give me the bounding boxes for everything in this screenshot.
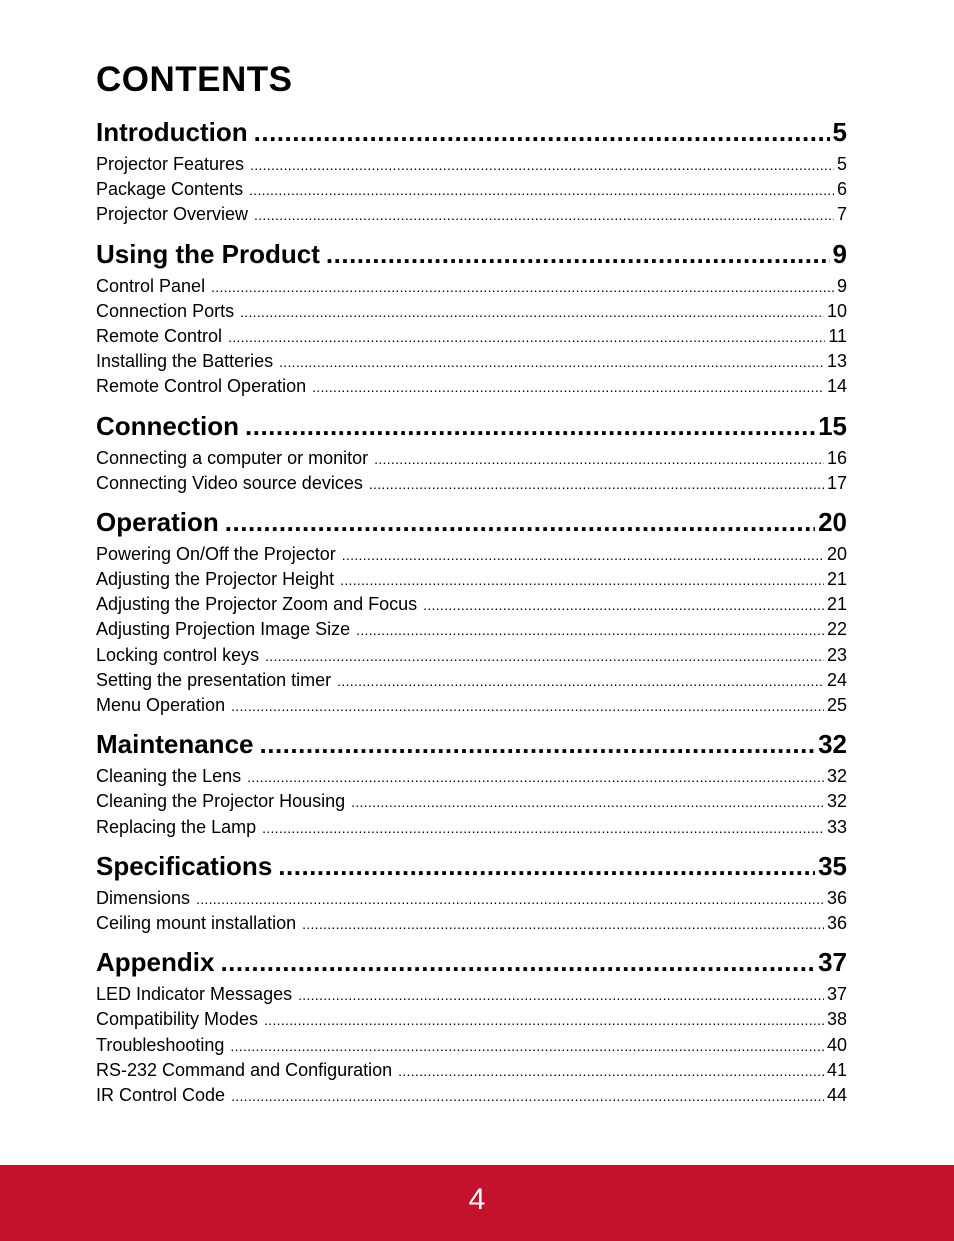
entry-title: Dimensions xyxy=(96,887,191,908)
dot-leader xyxy=(231,694,824,719)
entry-page-number: 21 xyxy=(826,569,847,590)
toc-entry[interactable] xyxy=(96,592,847,617)
page-number: 4 xyxy=(468,1183,486,1216)
toc-section-heading[interactable] xyxy=(96,846,847,886)
dot-leader xyxy=(356,618,824,643)
entry-page-number: 17 xyxy=(826,472,847,493)
entry-title: Connecting a computer or monitor xyxy=(96,447,369,468)
entry-title: Menu Operation xyxy=(96,695,226,715)
toc-entry[interactable] xyxy=(96,202,847,227)
dot-leader xyxy=(230,1034,824,1059)
toc-entry[interactable] xyxy=(96,349,847,374)
entry-title: Connecting Video source devices xyxy=(96,472,363,493)
dot-leader xyxy=(398,1059,824,1084)
entry-title: Control Panel xyxy=(96,275,206,296)
dot-leader xyxy=(278,846,815,886)
toc-entry[interactable] xyxy=(96,911,847,936)
entry-title: Adjusting the Projector Zoom and Focus xyxy=(96,594,418,615)
section-title: Appendix xyxy=(96,947,215,978)
dot-leader xyxy=(262,816,824,841)
toc-entry[interactable] xyxy=(96,274,847,299)
dot-leader xyxy=(247,765,824,790)
section-page-number: 9 xyxy=(832,238,847,269)
entry-title: Setting the presentation timer xyxy=(96,669,332,690)
dot-leader xyxy=(264,1008,824,1033)
toc-entry[interactable] xyxy=(96,542,847,567)
toc-entry[interactable] xyxy=(96,1007,847,1032)
dot-leader xyxy=(423,593,824,618)
toc-entry[interactable] xyxy=(96,982,847,1007)
dot-leader xyxy=(245,406,815,446)
section-title: Maintenance xyxy=(96,729,254,760)
toc-section-heading[interactable] xyxy=(96,406,847,446)
toc-section-heading[interactable] xyxy=(96,942,847,982)
entry-page-number: 36 xyxy=(826,912,847,933)
entry-page-number: 36 xyxy=(826,887,847,908)
toc-entry[interactable] xyxy=(96,567,847,592)
dot-leader xyxy=(260,724,816,764)
entry-title: Cleaning the Projector Housing xyxy=(96,791,346,812)
toc-entry[interactable] xyxy=(96,643,847,668)
entry-page-number: 7 xyxy=(836,204,847,225)
dot-leader xyxy=(342,543,824,568)
dot-leader xyxy=(351,790,824,815)
dot-leader xyxy=(254,112,830,152)
entry-page-number: 6 xyxy=(836,179,847,200)
entry-page-number: 33 xyxy=(826,816,847,837)
dot-leader xyxy=(225,502,815,542)
toc-section xyxy=(96,846,847,936)
toc-section xyxy=(96,234,847,400)
dot-leader xyxy=(279,350,824,375)
toc-section xyxy=(96,406,847,496)
dot-leader xyxy=(196,887,824,912)
toc-entry[interactable] xyxy=(96,693,847,718)
toc-entry[interactable] xyxy=(96,1058,847,1083)
toc-section-heading[interactable] xyxy=(96,502,847,542)
section-page-number: 32 xyxy=(818,729,847,760)
dot-leader xyxy=(298,983,824,1008)
section-title: Using the Product xyxy=(96,238,320,269)
dot-leader xyxy=(302,912,824,937)
section-title: Connection xyxy=(96,410,239,441)
entry-page-number: 22 xyxy=(826,619,847,640)
entry-title: Powering On/Off the Projector xyxy=(96,543,336,564)
dot-leader xyxy=(312,375,824,400)
dot-leader xyxy=(326,234,830,274)
table-of-contents xyxy=(96,112,847,1114)
toc-entry[interactable] xyxy=(96,177,847,202)
toc-entry[interactable] xyxy=(96,446,847,471)
entry-page-number: 37 xyxy=(826,984,847,1005)
entry-page-number: 5 xyxy=(836,154,847,174)
section-title: Operation xyxy=(96,506,219,537)
dot-leader xyxy=(231,1084,824,1109)
section-page-number: 37 xyxy=(818,947,847,978)
entry-page-number: 44 xyxy=(826,1084,847,1105)
entry-title: Remote Control Operation xyxy=(96,376,307,397)
entry-title: Projector Overview xyxy=(96,204,249,225)
toc-entry[interactable] xyxy=(96,764,847,789)
entry-page-number: 10 xyxy=(826,300,847,321)
entry-title: IR Control Code xyxy=(96,1084,226,1105)
entry-page-number: 23 xyxy=(826,644,847,665)
toc-section-heading[interactable] xyxy=(96,724,847,764)
toc-entry[interactable] xyxy=(96,152,847,177)
toc-section xyxy=(96,112,847,228)
dot-leader xyxy=(374,447,824,472)
dot-leader xyxy=(228,325,825,350)
dot-leader xyxy=(337,669,824,694)
entry-page-number: 38 xyxy=(826,1009,847,1030)
toc-entry[interactable] xyxy=(96,324,847,349)
toc-entry[interactable] xyxy=(96,1033,847,1058)
entry-title: Package Contents xyxy=(96,179,244,200)
dot-leader xyxy=(211,275,834,300)
entry-title: Installing the Batteries xyxy=(96,351,274,372)
entry-page-number: 14 xyxy=(826,376,847,397)
entry-title: RS-232 Command and Configuration xyxy=(96,1059,393,1080)
section-page-number: 15 xyxy=(818,410,847,441)
entry-title: Connection Ports xyxy=(96,300,235,321)
dot-leader xyxy=(240,300,824,325)
section-title: Introduction xyxy=(96,117,248,147)
toc-entry[interactable] xyxy=(96,1083,847,1108)
dot-leader xyxy=(250,153,834,178)
section-page-number: 5 xyxy=(832,117,847,147)
footer-bar xyxy=(0,1165,954,1241)
toc-section-heading[interactable] xyxy=(96,234,847,274)
entry-title: Locking control keys xyxy=(96,644,260,665)
entry-title: LED Indicator Messages xyxy=(96,984,293,1005)
entry-title: Troubleshooting xyxy=(96,1034,225,1055)
dot-leader xyxy=(249,178,834,203)
entry-page-number: 21 xyxy=(826,594,847,615)
entry-page-number: 20 xyxy=(826,543,847,564)
entry-page-number: 32 xyxy=(826,791,847,812)
dot-leader xyxy=(265,644,824,669)
entry-title: Adjusting Projection Image Size xyxy=(96,619,351,640)
entry-title: Remote Control xyxy=(96,325,223,346)
entry-page-number: 16 xyxy=(826,447,847,468)
toc-entry[interactable] xyxy=(96,374,847,399)
entry-page-number: 9 xyxy=(836,275,847,296)
section-title: Specifications xyxy=(96,850,273,881)
entry-title: Adjusting the Projector Height xyxy=(96,569,335,590)
toc-entry[interactable] xyxy=(96,886,847,911)
entry-page-number: 32 xyxy=(826,766,847,787)
page-title: CONTENTS xyxy=(96,60,293,99)
section-page-number: 20 xyxy=(818,506,847,537)
toc-entry[interactable] xyxy=(96,299,847,324)
toc-entry[interactable] xyxy=(96,815,847,840)
entry-page-number: 41 xyxy=(826,1059,847,1080)
toc-section xyxy=(96,502,847,718)
dot-leader xyxy=(220,942,815,982)
dot-leader xyxy=(340,568,824,593)
entry-title: Cleaning the Lens xyxy=(96,766,242,787)
toc-section xyxy=(96,942,847,1108)
entry-page-number: 24 xyxy=(826,669,847,690)
toc-section xyxy=(96,724,847,840)
entry-page-number: 13 xyxy=(826,351,847,372)
toc-section-heading[interactable] xyxy=(96,112,847,152)
toc-entry[interactable] xyxy=(96,471,847,496)
entry-page-number: 11 xyxy=(828,325,847,346)
toc-entry[interactable] xyxy=(96,668,847,693)
entry-title: Ceiling mount installation xyxy=(96,912,297,933)
toc-entry[interactable] xyxy=(96,789,847,814)
entry-title: Compatibility Modes xyxy=(96,1009,259,1030)
entry-page-number: 25 xyxy=(826,695,847,715)
dot-leader xyxy=(254,203,834,228)
section-page-number: 35 xyxy=(818,850,847,881)
entry-title: Projector Features xyxy=(96,154,245,174)
entry-page-number: 40 xyxy=(826,1034,847,1055)
toc-entry[interactable] xyxy=(96,617,847,642)
dot-leader xyxy=(369,472,824,497)
entry-title: Replacing the Lamp xyxy=(96,816,257,837)
